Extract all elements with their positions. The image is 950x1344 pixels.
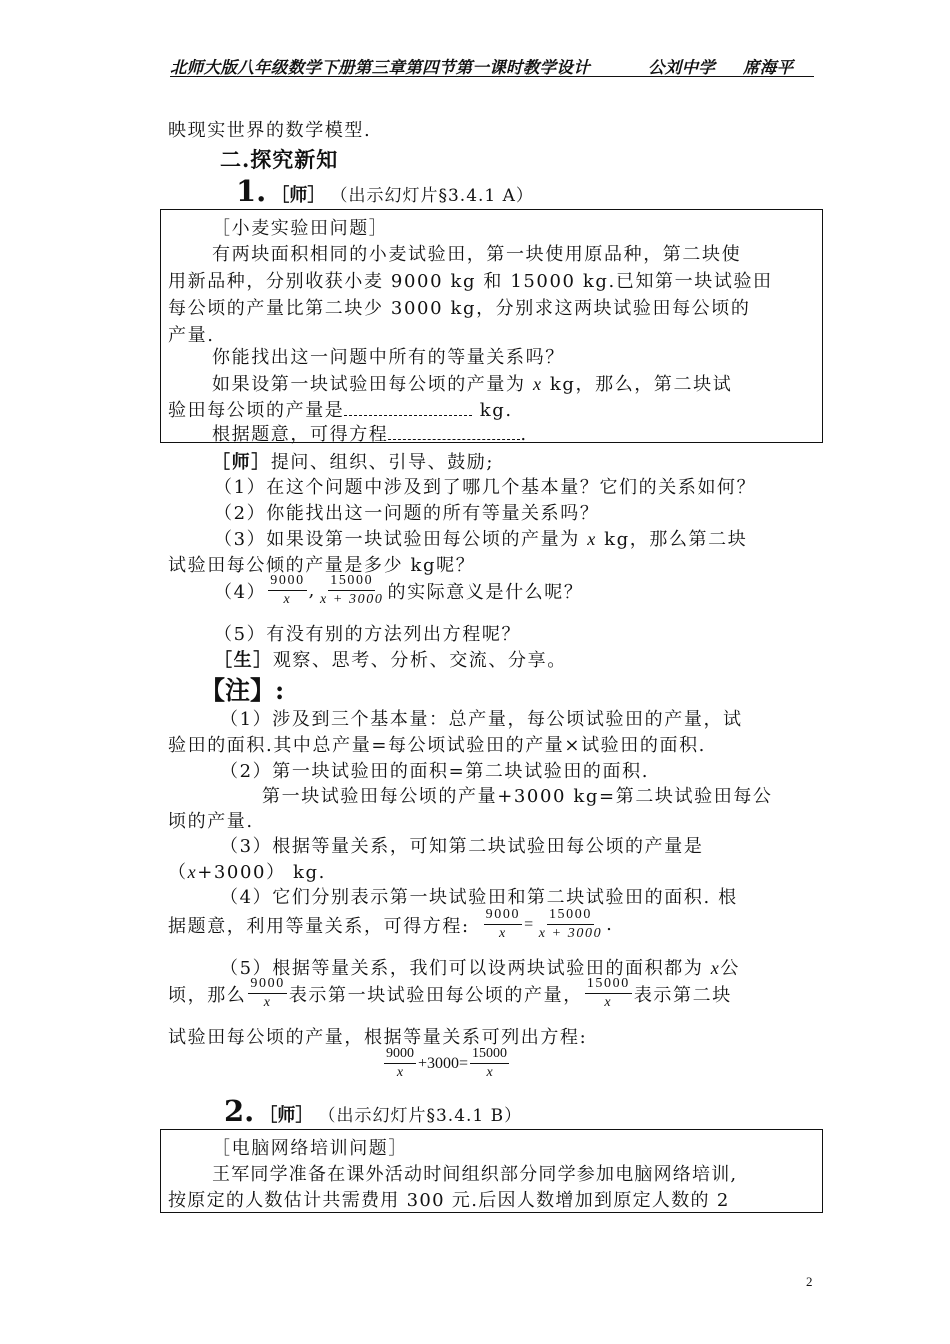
fraction-9000-x: [268, 573, 306, 608]
section-title: 二.探究新知: [220, 147, 339, 172]
student-line: [214, 646, 567, 672]
part2-teacher-tag: ［师］: [259, 1105, 314, 1126]
box1-line7: [168, 396, 513, 422]
part2-heading: [224, 1094, 522, 1128]
frac-den: x + 3000: [320, 592, 384, 607]
note-2-a: （2）第一块试验田的面积=第二块试验田的面积.: [220, 761, 650, 782]
note-5-b2: 表示第一块试验田每公顷的产量，: [288, 984, 583, 1006]
fraction-15000-x3000: [537, 907, 604, 942]
frac-num: 15000: [585, 976, 632, 994]
note-3-paren: （: [168, 862, 188, 883]
question-4-a: （4）: [214, 581, 267, 603]
fraction-15000-x: [470, 1046, 509, 1081]
box2-line1: 王军同学准备在课外活动时间组织部分同学参加电脑网络培训,: [212, 1164, 738, 1185]
equation-middle: +3000=: [418, 1054, 469, 1072]
header-author: 席海平: [743, 58, 794, 77]
question-3: [214, 525, 747, 551]
frac-den: x: [263, 995, 272, 1010]
note-5-a2: 公: [720, 958, 740, 979]
note-heading: 【注】:: [200, 676, 285, 705]
box1-line7-b: kg.: [479, 400, 513, 421]
box1-line2: 用新品种，分别收获小麦 9000 kg 和 15000 kg.已知第一块试验田: [168, 271, 773, 292]
box1-line8: 根据题意，可得方程 .: [212, 424, 528, 445]
box1-line1: 有两块面积相同的小麦试验田，第一块使用原品种，第二块使: [212, 244, 742, 265]
question-1: （1）在这个问题中涉及到了哪几个基本量？它们的关系如何？: [214, 477, 757, 498]
fraction-15000-x3000: [318, 573, 385, 608]
note-5-a1: （5）根据等量关系，我们可以设两块试验田的面积都为: [220, 958, 704, 979]
part2-slide-ref: （出示幻灯片§3.4.1 B）: [318, 1106, 523, 1126]
note-3-b: [168, 858, 326, 884]
question-3-var: x: [587, 529, 597, 549]
fraction-9000-x: [384, 1046, 416, 1081]
question-4-b: 的实际意义是什么呢？: [387, 581, 584, 603]
note-3-var: x: [187, 862, 198, 882]
box1-title: ［小麦实验田问题］: [212, 218, 389, 239]
note-4-a: （4）它们分别表示第一块试验田和第二块试验田的面积. 根: [220, 887, 738, 908]
teacher-line-text: 提问、组织、引导、鼓励;: [270, 452, 495, 473]
header-rule: [170, 76, 814, 77]
box1-line3: 每公顷的产量比第二块少 3000 kg，分别求这两块试验田每公顷的: [168, 298, 751, 319]
answer-blank-1[interactable]: [344, 401, 472, 416]
frac-den: x: [283, 592, 292, 607]
frac-den: x: [486, 1065, 493, 1080]
equation-final: [382, 1046, 511, 1081]
note-5-var: x: [710, 958, 721, 978]
box2-line2: 按原定的人数估计共需费用 300 元.后因人数增加到原定人数的 2: [168, 1190, 730, 1211]
student-line-text: 观察、思考、分析、交流、分享。: [272, 650, 567, 671]
box1-line6: [212, 370, 732, 396]
question-5: （5）有没有别的方法列出方程呢？: [214, 624, 522, 645]
note-1-a: （1）涉及到三个基本量：总产量，每公顷试验田的产量，试: [220, 709, 743, 730]
note-4-text: 据题意，利用等量关系，可得方程:: [168, 915, 470, 937]
intro-line: 映现实世界的数学模型.: [168, 120, 372, 141]
note-5-c: 试验田每公顷的产量，根据等量关系可列出方程:: [168, 1027, 588, 1048]
part1-slide-ref: （出示幻灯片§3.4.1 A）: [330, 186, 534, 206]
student-tag: ［生］: [214, 650, 273, 671]
frac-num: 15000: [328, 573, 375, 591]
box1-line8-text: 根据题意，可得方程: [212, 424, 389, 445]
page-number: 2: [806, 1274, 813, 1289]
frac-num: 9000: [484, 907, 522, 925]
answer-blank-2[interactable]: [388, 425, 520, 440]
note-2-c: 顷的产量.: [168, 811, 254, 832]
frac-num: 15000: [547, 907, 594, 925]
box1-line4: 产量.: [168, 325, 215, 346]
note-4-b: 据题意，利用等量关系，可得方程: $\frac{9000}{x}$ = $\frac{15000}{x + 3000}$ .: [168, 907, 614, 941]
box1-line7-a: 验田每公顷的产量是: [168, 400, 345, 421]
note-1-b: 验田的面积.其中总产量=每公顷试验田的产量×试验田的面积.: [168, 735, 707, 756]
box1-var-x: x: [532, 374, 543, 394]
frac-num: 9000: [268, 573, 306, 591]
frac-num: 15000: [470, 1046, 509, 1064]
part2-number: 2.: [224, 1094, 255, 1128]
teacher-line: [212, 448, 494, 474]
note-3-a: （3）根据等量关系，可知第二块试验田每公顷的产量是: [220, 836, 704, 857]
header-title: 北师大版八年级数学下册第三章第四节第一课时教学设计: [170, 58, 590, 77]
part1-teacher-tag: ［师］: [271, 185, 326, 206]
teacher-tag: ［师］: [212, 452, 271, 473]
box1-line6-b: kg，那么，第二块试: [549, 374, 733, 395]
part1-heading: [236, 174, 534, 208]
part1-number: 1.: [236, 174, 267, 208]
question-3-cont: 试验田每公倾的产量是多少 kg呢？: [168, 555, 476, 576]
frac-num: 9000: [384, 1046, 416, 1064]
frac-den: x: [396, 1065, 404, 1080]
box2-title: ［电脑网络培训问题］: [212, 1138, 408, 1159]
frac-den: x: [604, 995, 613, 1010]
fraction-9000-x: [248, 976, 286, 1011]
question-2: （2）你能找出这一问题的所有等量关系吗？: [214, 503, 600, 524]
question-3-b: kg，那么第二块: [604, 529, 748, 550]
frac-num: 9000: [248, 976, 286, 994]
note-3-rest: +3000） kg.: [197, 862, 326, 883]
note-5-b3: 表示第二块: [633, 984, 732, 1006]
box1-line6-a: 如果设第一块试验田每公顷的产量为: [212, 374, 526, 395]
fraction-9000-x: [484, 907, 522, 942]
note-5-b1: 顷，那么: [168, 984, 247, 1006]
header-school: 公刘中学: [648, 58, 716, 77]
frac-den: x + 3000: [538, 926, 603, 941]
box1-line5: 你能找出这一问题中所有的等量关系吗？: [212, 347, 565, 368]
note-5-b: [168, 976, 732, 1011]
fraction-15000-x: [585, 976, 632, 1011]
question-4: （4） $\frac{9000}{x}$ , $\frac{15000}{x + 3000}$ 的实际意义是什么呢？: [214, 573, 584, 607]
frac-den: x: [498, 926, 507, 941]
note-2-b: 第一块试验田每公顷的产量+3000 kg=第二块试验田每公: [262, 786, 773, 807]
question-3-a: （3）如果设第一块试验田每公顷的产量为: [214, 529, 580, 550]
